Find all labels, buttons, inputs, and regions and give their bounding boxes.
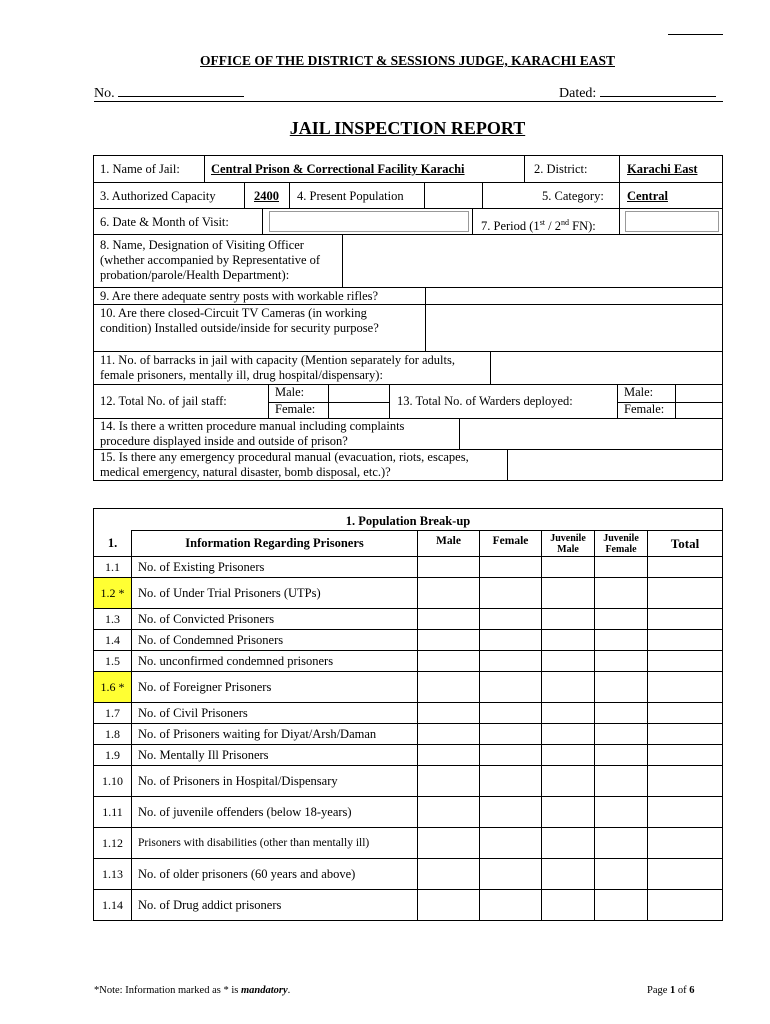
col-juvenile-male: Juvenile Male	[542, 531, 595, 557]
cell-total[interactable]	[648, 890, 723, 921]
col-juvenile-female: Juvenile Female	[595, 531, 648, 557]
cell-male[interactable]	[418, 609, 480, 630]
staff-male-field[interactable]	[328, 385, 389, 402]
cell-juvenile-male[interactable]	[542, 859, 595, 890]
cell-juvenile-female[interactable]	[595, 859, 648, 890]
row-number: 1.9	[94, 745, 132, 766]
cell-total[interactable]	[648, 724, 723, 745]
row-14	[94, 418, 722, 450]
table-row	[94, 630, 723, 651]
cell-total[interactable]	[648, 766, 723, 797]
cell-juvenile-male[interactable]	[542, 724, 595, 745]
cell-male[interactable]	[418, 630, 480, 651]
capacity-label: 3. Authorized Capacity	[100, 189, 216, 203]
row-number: 1.14	[94, 890, 132, 921]
cell-male[interactable]	[418, 859, 480, 890]
table-row	[94, 703, 723, 724]
page-title: JAIL INSPECTION REPORT	[289, 118, 526, 138]
cell-juvenile-female[interactable]	[595, 828, 648, 859]
row-8	[94, 234, 722, 288]
cell-total[interactable]	[648, 797, 723, 828]
cell-male[interactable]	[418, 797, 480, 828]
cell-female[interactable]	[480, 797, 542, 828]
cell-male[interactable]	[418, 745, 480, 766]
cell-total[interactable]	[648, 828, 723, 859]
table-row	[94, 672, 723, 703]
district-label: 2. District:	[534, 162, 588, 176]
dated-label: Dated:	[559, 86, 597, 101]
period-label: 7. Period (1st / 2nd FN):	[481, 218, 596, 234]
row-number: 1.8	[94, 724, 132, 745]
warders-male-field[interactable]	[675, 385, 722, 402]
cell-juvenile-female[interactable]	[595, 890, 648, 921]
row-1	[94, 156, 722, 182]
cell-male[interactable]	[418, 672, 480, 703]
col-num: 1.	[94, 531, 132, 557]
cell-juvenile-male[interactable]	[542, 672, 595, 703]
office-heading: OFFICE OF THE DISTRICT & SESSIONS JUDGE, KARACHI EAST	[200, 53, 615, 68]
table-row	[94, 724, 723, 745]
visiting-officer-label: 8. Name, Designation of Visiting Officer (whether accompanied by Representative of probation/parole/Health Department):	[100, 238, 321, 282]
cell-juvenile-male[interactable]	[542, 578, 595, 609]
row-2	[94, 182, 722, 209]
district-value[interactable]: Karachi East	[627, 162, 698, 176]
period-field[interactable]	[625, 211, 719, 232]
row-9	[94, 287, 722, 305]
top-rule	[668, 34, 723, 35]
row-label: Prisoners with disabilities (other than mentally ill)	[132, 828, 418, 859]
jail-name-value[interactable]: Central Prison & Correctional Facility Karachi	[211, 162, 465, 176]
cell-juvenile-female[interactable]	[595, 724, 648, 745]
cell-male[interactable]	[418, 703, 480, 724]
cell-total[interactable]	[648, 745, 723, 766]
cell-female[interactable]	[480, 724, 542, 745]
sentry-posts-label: 9. Are there adequate sentry posts with workable rifles?	[100, 289, 379, 303]
cell-juvenile-female[interactable]	[595, 703, 648, 724]
cell-female[interactable]	[480, 651, 542, 672]
no-field[interactable]	[118, 84, 244, 97]
cell-female[interactable]	[480, 766, 542, 797]
cell-juvenile-female[interactable]	[595, 797, 648, 828]
table-row	[94, 609, 723, 630]
table-row	[94, 797, 723, 828]
staff-female-label: Female:	[275, 402, 316, 416]
cell-female[interactable]	[480, 672, 542, 703]
procedure-manual-label: 14. Is there a written procedure manual including complaints procedure displayed inside and outside of prison?	[100, 419, 405, 448]
row-number: 1.3	[94, 609, 132, 630]
row-10	[94, 304, 722, 352]
cell-female[interactable]	[480, 745, 542, 766]
cell-juvenile-male[interactable]	[542, 797, 595, 828]
warders-female-field[interactable]	[675, 402, 722, 419]
row-3	[94, 208, 722, 235]
row-label: No. of Prisoners waiting for Diyat/Arsh/Daman	[132, 724, 418, 745]
row-label: No. Mentally Ill Prisoners	[132, 745, 418, 766]
cell-juvenile-male[interactable]	[542, 651, 595, 672]
population-table	[93, 508, 723, 921]
table-row	[94, 651, 723, 672]
visiting-officer-field[interactable]	[342, 235, 343, 288]
col-total: Total	[648, 531, 723, 557]
footnote: *Note: Information marked as * is mandatory.	[94, 985, 291, 996]
cell-juvenile-male[interactable]	[542, 766, 595, 797]
staff-label: 12. Total No. of jail staff:	[100, 394, 227, 408]
row-label: No. of juvenile offenders (below 18-years)	[132, 797, 418, 828]
cell-juvenile-female[interactable]	[595, 766, 648, 797]
col-male: Male	[418, 531, 480, 557]
table-row	[94, 859, 723, 890]
table-row	[94, 890, 723, 921]
cell-juvenile-female[interactable]	[595, 672, 648, 703]
cell-juvenile-female[interactable]	[595, 578, 648, 609]
row-number: 1.1	[94, 557, 132, 578]
cell-juvenile-male[interactable]	[542, 630, 595, 651]
cell-female[interactable]	[480, 828, 542, 859]
emergency-manual-label: 15. Is there any emergency procedural manual (evacuation, riots, escapes, medical emergency, natural disaster, bomb disposal, etc.)?	[100, 450, 469, 479]
no-label: No.	[94, 86, 115, 101]
category-label: 5. Category:	[542, 189, 604, 203]
table-row	[94, 828, 723, 859]
cell-female[interactable]	[480, 609, 542, 630]
barracks-label: 11. No. of barracks in jail with capacity (Mention separately for adults, female prisoners, mentally ill, drug hospital/dispensary):	[100, 353, 455, 382]
emergency-manual-field[interactable]	[507, 450, 508, 481]
row-number: 1.10	[94, 766, 132, 797]
row-label: No. of Prisoners in Hospital/Dispensary	[132, 766, 418, 797]
population-label: 4. Present Population	[297, 189, 404, 203]
table-row	[94, 745, 723, 766]
population-title: 1. Population Break-up	[94, 509, 723, 531]
row-number: 1.13	[94, 859, 132, 890]
inspection-form	[93, 155, 723, 481]
cell-male[interactable]	[418, 651, 480, 672]
staff-male-label: Male:	[275, 385, 305, 399]
cell-juvenile-male[interactable]	[542, 609, 595, 630]
col-info: Information Regarding Prisoners	[132, 531, 418, 557]
row-number: 1.6 *	[94, 672, 132, 703]
row-number: 1.2 *	[94, 578, 132, 609]
cell-male[interactable]	[418, 890, 480, 921]
row-label: No. of Existing Prisoners	[132, 557, 418, 578]
warders-label: 13. Total No. of Warders deployed:	[397, 394, 573, 408]
jail-name-label: 1. Name of Jail:	[100, 162, 180, 176]
cell-male[interactable]	[418, 724, 480, 745]
row-label: No. of Convicted Prisoners	[132, 609, 418, 630]
cell-female[interactable]	[480, 630, 542, 651]
col-female: Female	[480, 531, 542, 557]
barracks-field[interactable]	[490, 352, 491, 385]
cell-total[interactable]	[648, 609, 723, 630]
cctv-label: 10. Are there closed-Circuit TV Cameras (in working condition) Installed outside/inside for security purpose?	[100, 306, 379, 335]
procedure-manual-field[interactable]	[459, 419, 460, 450]
row-11	[94, 351, 722, 385]
cell-juvenile-male[interactable]	[542, 557, 595, 578]
cell-juvenile-female[interactable]	[595, 651, 648, 672]
capacity-value[interactable]: 2400	[254, 189, 279, 203]
cell-male[interactable]	[418, 828, 480, 859]
row-number: 1.4	[94, 630, 132, 651]
cell-total[interactable]	[648, 703, 723, 724]
cell-female[interactable]	[480, 578, 542, 609]
cell-juvenile-male[interactable]	[542, 828, 595, 859]
row-number: 1.7	[94, 703, 132, 724]
cell-juvenile-female[interactable]	[595, 630, 648, 651]
row-12-13	[94, 384, 722, 419]
row-label: No. of Civil Prisoners	[132, 703, 418, 724]
page-number: Page 1 of 6	[647, 985, 695, 996]
cell-male[interactable]	[418, 578, 480, 609]
cctv-field[interactable]	[425, 305, 426, 352]
row-number: 1.12	[94, 828, 132, 859]
warders-female-label: Female:	[624, 402, 665, 416]
reference-number	[94, 84, 244, 102]
cell-total[interactable]	[648, 578, 723, 609]
dated	[559, 84, 716, 102]
cell-juvenile-female[interactable]	[595, 557, 648, 578]
cell-juvenile-male[interactable]	[542, 890, 595, 921]
dated-field[interactable]	[600, 84, 716, 97]
table-row	[94, 766, 723, 797]
cell-total[interactable]	[648, 557, 723, 578]
row-number: 1.5	[94, 651, 132, 672]
sentry-posts-field[interactable]	[425, 288, 426, 305]
row-number: 1.11	[94, 797, 132, 828]
cell-female[interactable]	[480, 703, 542, 724]
cell-female[interactable]	[480, 890, 542, 921]
cell-juvenile-female[interactable]	[595, 609, 648, 630]
row-15	[94, 449, 722, 481]
row-label: No. of Condemned Prisoners	[132, 630, 418, 651]
warders-male-label: Male:	[624, 385, 654, 399]
cell-juvenile-male[interactable]	[542, 703, 595, 724]
cell-female[interactable]	[480, 859, 542, 890]
table-row	[94, 557, 723, 578]
table-row	[94, 578, 723, 609]
cell-male[interactable]	[418, 766, 480, 797]
category-value[interactable]: Central	[627, 189, 668, 203]
header-rule	[94, 101, 723, 102]
cell-female[interactable]	[480, 557, 542, 578]
visit-date-field[interactable]	[269, 211, 469, 232]
cell-total[interactable]	[648, 630, 723, 651]
visit-date-label: 6. Date & Month of Visit:	[100, 215, 229, 229]
cell-juvenile-male[interactable]	[542, 745, 595, 766]
cell-total[interactable]	[648, 672, 723, 703]
cell-total[interactable]	[648, 859, 723, 890]
row-label: No. of older prisoners (60 years and above)	[132, 859, 418, 890]
cell-total[interactable]	[648, 651, 723, 672]
row-label: No. of Foreigner Prisoners	[132, 672, 418, 703]
row-label: No. unconfirmed condemned prisoners	[132, 651, 418, 672]
population-field[interactable]	[482, 183, 483, 209]
staff-female-field[interactable]	[328, 402, 389, 419]
row-label: No. of Drug addict prisoners	[132, 890, 418, 921]
cell-male[interactable]	[418, 557, 480, 578]
cell-juvenile-female[interactable]	[595, 745, 648, 766]
row-label: No. of Under Trial Prisoners (UTPs)	[132, 578, 418, 609]
